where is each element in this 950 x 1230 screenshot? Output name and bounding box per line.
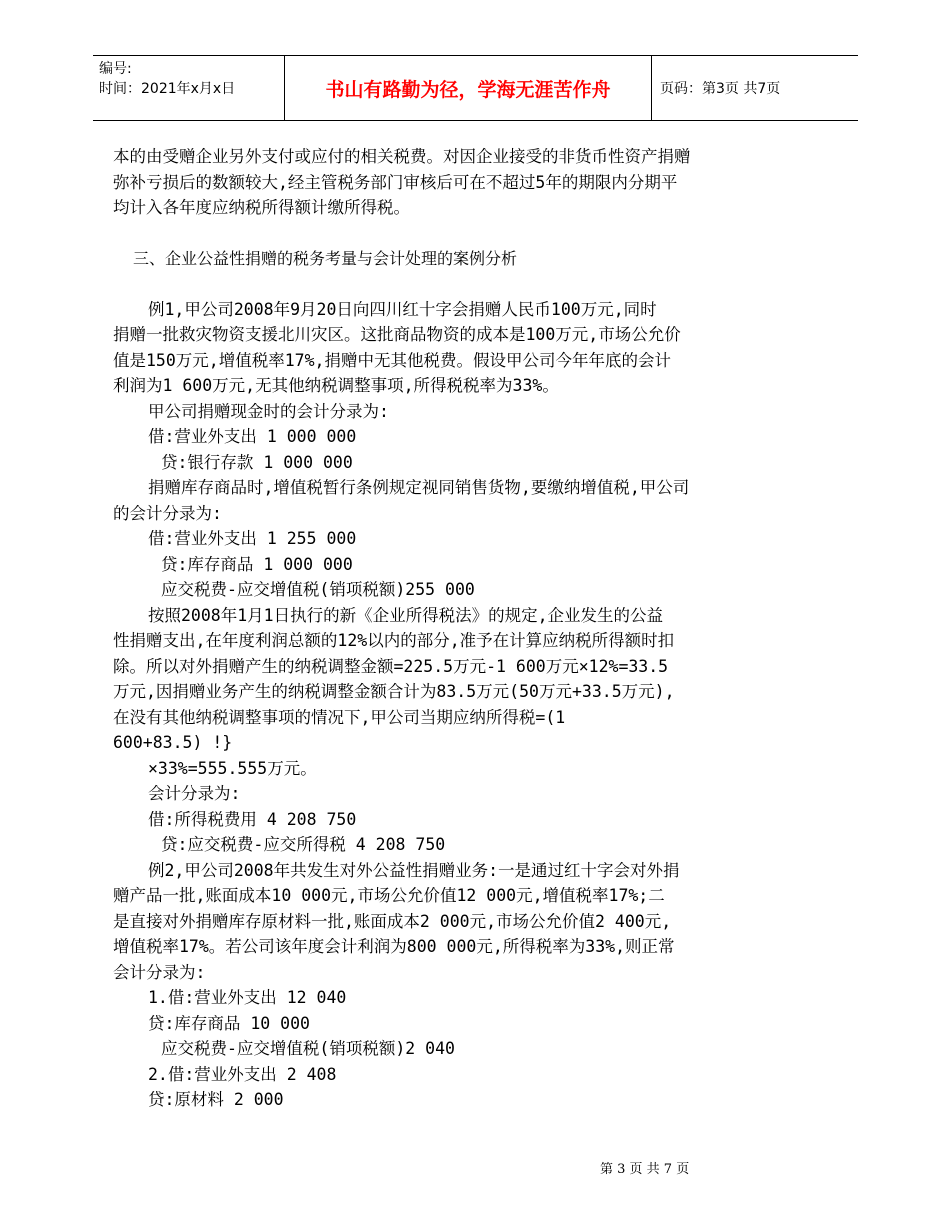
text-line: 性捐赠支出,在年度利润总额的12%以内的部分,准予在计算应纳税所得额时扣 <box>113 631 675 650</box>
text-line: 的会计分录为: <box>113 503 222 523</box>
text-line: 会计分录为: <box>148 784 241 803</box>
text-line: 借:所得税费用 4 208 750 <box>148 809 357 829</box>
document-body <box>113 144 773 1113</box>
text-line: 例1,甲公司2008年9月20日向四川红十字会捐赠人民币100万元,同时 <box>148 299 657 319</box>
text-line: 除。所以对外捐赠产生的纳税调整金额=225.5万元-1 600万元×12%=33.5 <box>113 656 669 676</box>
page-footer: 第 3 页 共 7 页 <box>600 1162 690 1177</box>
serial-label: 编号: <box>99 61 132 77</box>
time-label: 时间：2021年x月x日 <box>99 81 236 97</box>
text-line: 万元,因捐赠业务产生的纳税调整金额合计为83.5万元(50万元+33.5万元), <box>113 682 675 701</box>
text-line: 在没有其他纳税调整事项的情况下,甲公司当期应纳所得税=(1 <box>113 707 566 727</box>
header-page-info: 页码：第3页 共7页 <box>660 81 781 97</box>
text-line: 会计分录为: <box>113 962 206 982</box>
paragraph-gap <box>113 272 773 297</box>
text-line: 贷:库存商品 1 000 000 <box>161 554 353 574</box>
text-line: 值是150万元,增值税率17%,捐赠中无其他税费。假设甲公司今年年底的会计 <box>113 350 671 370</box>
text-line: 贷:应交税费-应交所得税 4 208 750 <box>161 835 446 854</box>
text-line: 600+83.5) !} <box>113 733 233 752</box>
text-line: 贷:库存商品 10 000 <box>148 1013 310 1033</box>
text-line: 捐赠一批救灾物资支援北川灾区。这批商品物资的成本是100万元,市场公允价 <box>113 325 681 344</box>
text-line: ×33%=555.555万元。 <box>148 758 317 778</box>
text-line: 弥补亏损后的数额较大,经主管税务部门审核后可在不超过5年的期限内分期平 <box>113 172 678 192</box>
page-header <box>93 55 858 121</box>
text-line: 例2,甲公司2008年共发生对外公益性捐赠业务:一是通过红十字会对外捐 <box>148 860 680 880</box>
text-line: 均计入各年度应纳税所得额计缴所得税。 <box>113 198 410 217</box>
text-line: 利润为1 600万元,无其他纳税调整事项,所得税税率为33%。 <box>113 376 559 395</box>
paragraph-gap <box>113 221 773 246</box>
text-line: 按照2008年1月1日执行的新《企业所得税法》的规定,企业发生的公益 <box>148 605 664 625</box>
text-line: 2.借:营业外支出 2 408 <box>148 1064 337 1084</box>
text-line: 贷:原材料 2 000 <box>148 1090 284 1109</box>
text-line: 甲公司捐赠现金时的会计分录为: <box>148 401 389 421</box>
text-line: 应交税费-应交增值税(销项税额)255 000 <box>161 580 475 599</box>
header-motto: 书山有路勤为径，学海无涯苦作舟 <box>285 56 652 120</box>
header-meta <box>93 56 285 120</box>
text-line: 借:营业外支出 1 255 000 <box>148 529 357 548</box>
section-heading: 三、企业公益性捐赠的税务考量与会计处理的案例分析 <box>133 248 518 268</box>
text-line: 增值税率17%。若公司该年度会计利润为800 000元,所得税率为33%,则正常 <box>113 937 675 956</box>
text-line: 是直接对外捐赠库存原材料一批,账面成本2 000元,市场公允价值2 400元, <box>113 911 672 931</box>
text-line: 1.借:营业外支出 12 040 <box>148 988 347 1007</box>
text-line: 应交税费-应交增值税(销项税额)2 040 <box>161 1039 455 1058</box>
text-line: 赠产品一批,账面成本10 000元,市场公允价值12 000元,增值税率17%;二 <box>113 886 665 905</box>
text-line: 捐赠库存商品时,增值税暂行条例规定视同销售货物,要缴纳增值税,甲公司 <box>148 478 690 497</box>
text-line: 本的由受赠企业另外支付或应付的相关税费。对因企业接受的非货币性资产捐赠 <box>113 147 691 166</box>
text-line: 借:营业外支出 1 000 000 <box>148 427 357 446</box>
text-line: 贷:银行存款 1 000 000 <box>161 452 353 472</box>
